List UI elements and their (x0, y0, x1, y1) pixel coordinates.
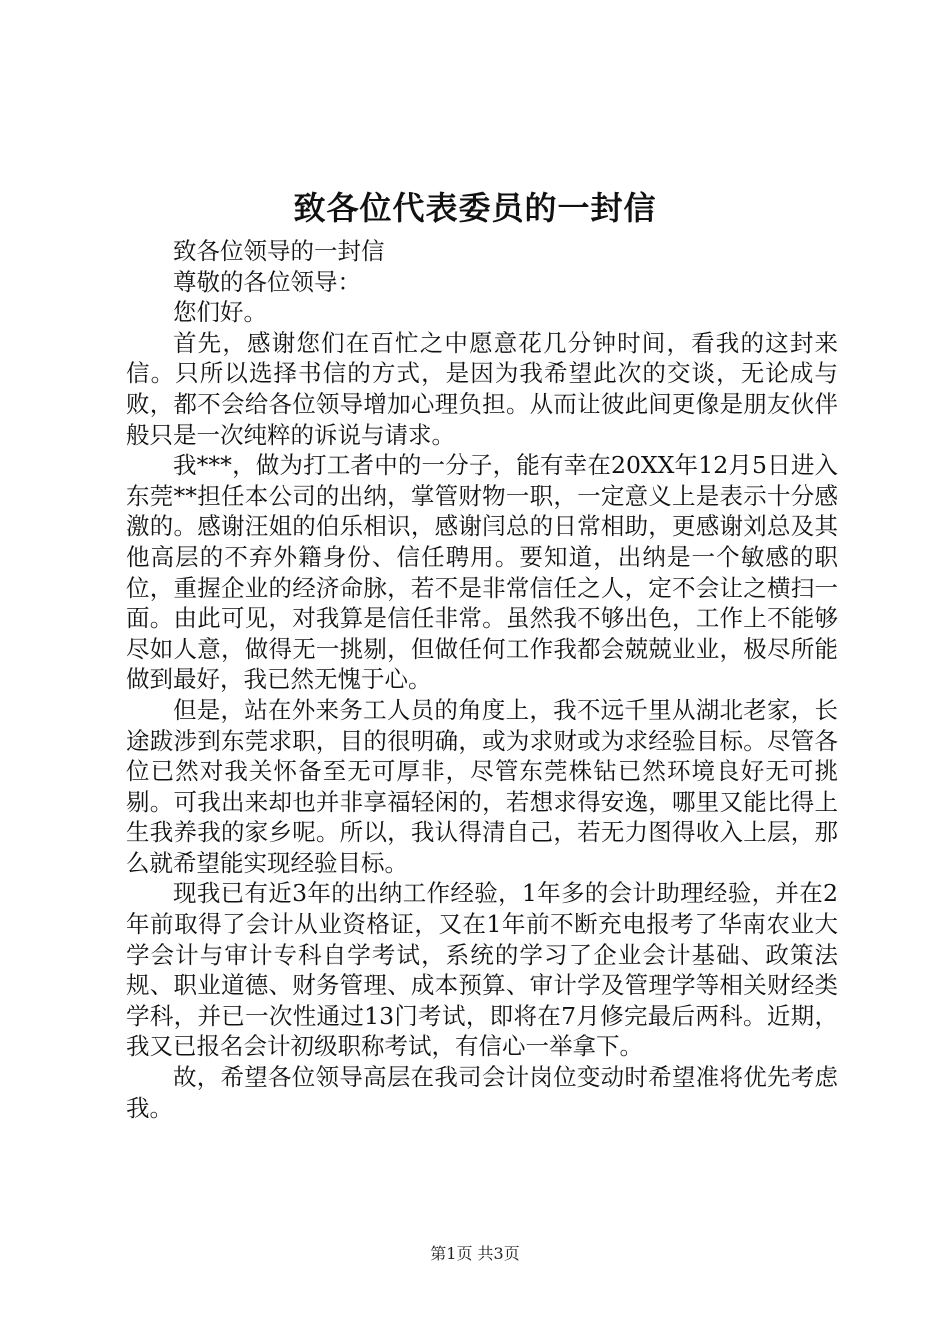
paragraph-3: 但是，站在外来务工人员的角度上，我不远千里从湖北老家，长途跋涉到东莞求职，目的很明确，或为求财或为求经验目标。尽管各位已然对我关怀备至无可厚非，尽管东莞株钻已然环境良好无可挑剔。可我出来却也并非享福轻闲的，若想求得安逸，哪里又能比得上生我养我的家乡呢。所以，我认得清自己，若无力图得收入上层，那么就希望能实现经验目标。 (126, 695, 838, 877)
letter-body (126, 236, 838, 1123)
page-number-footer: 第1页 共3页 (430, 1244, 520, 1263)
paragraph-1: 首先，感谢您们在百忙之中愿意花几分钟时间，看我的这封来信。只所以选择书信的方式，是因为我希望此次的交谈，无论成与败，都不会给各位领导增加心理负担。从而让彼此间更像是朋友伙伴般只是一次纯粹的诉说与请求。 (126, 328, 838, 449)
paragraph-5: 故，希望各位领导高层在我司会计岗位变动时希望准将优先考虑我。 (126, 1063, 838, 1122)
paragraph-4: 现我已有近3年的出纳工作经验，1年多的会计助理经验，并在2年前取得了会计从业资格证，又在1年前不断充电报考了华南农业大学会计与审计专科自学考试，系统的学习了企业会计基础、政策法规、职业道德、财务管理、成本预算、审计学及管理学等相关财经类学科，并已一次性通过13门考试，即将在7月修完最后两科。近期，我又已报名会计初级职称考试，有信心一举拿下。 (126, 879, 838, 1061)
document-title: 致各位代表委员的一封信 (293, 189, 657, 227)
letter-heading: 致各位领导的一封信 (173, 237, 385, 265)
letter-salutation: 尊敬的各位领导： (173, 267, 361, 296)
letter-greeting: 您们好。 (173, 298, 267, 327)
paragraph-2: 我***，做为打工者中的一分子，能有幸在20XX年12月5日进入东莞**担任本公司的出纳，掌管财物一职，一定意义上是表示十分感激的。感谢汪姐的伯乐相识，感谢闫总的日常相助，更感谢刘总及其他高层的不弃外籍身份、信任聘用。要知道，出纳是一个敏感的职位，重握企业的经济命脉，若不是非常信任之人，定不会让之横扫一面。由此可见，对我算是信任非常。虽然我不够出色，工作上不能够尽如人意，做得无一挑剔，但做任何工作我都会兢兢业业，极尽所能做到最好，我已然无愧于心。 (126, 451, 838, 694)
